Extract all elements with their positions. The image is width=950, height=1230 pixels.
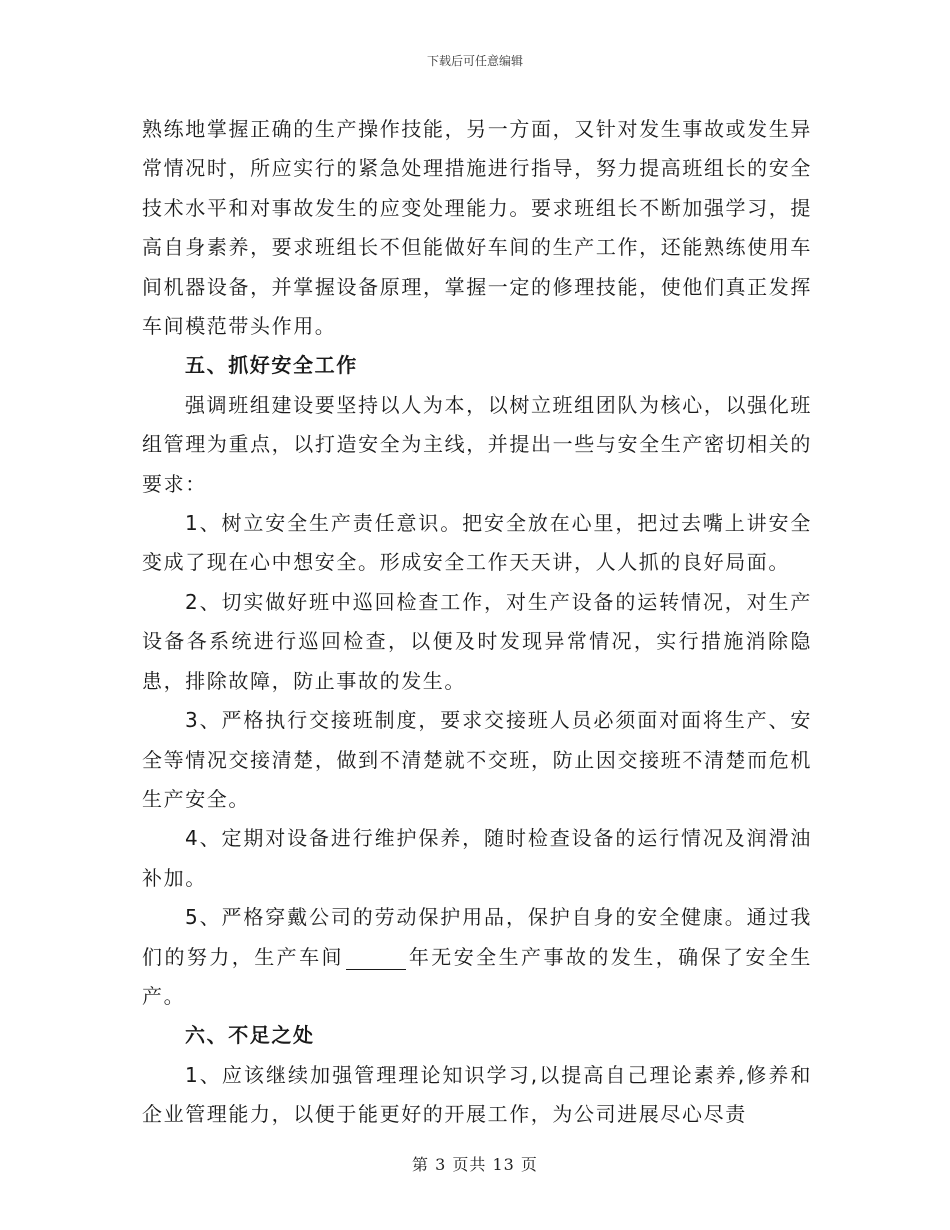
list-item-1: 1、树立安全生产责任意识。把安全放在心里，把过去嘴上讲安全变成了现在心中想安全。形成安全工作天天讲，人人抓的良好局面。 [142,511,812,575]
list-item-4: 4、定期对设备进行维护保养，随时检查设备的运行情况及润滑油补加。 [142,826,812,890]
list-item-5 [142,898,812,1016]
section-heading-5: 五、抓好安全工作 [185,353,358,378]
paragraph-section-5-intro: 强调班组建设要坚持以人为本，以树立班组团队为核心，以强化班组管理为重点，以打造安全为主线，并提出一些与安全生产密切相关的要求： [142,392,812,496]
list-item-5-part-a: 5、严格穿戴公司的劳动保护用品，保护自身的安全健康。通过我们的努力，生产车间 [142,905,812,969]
section-heading-6: 六、不足之处 [185,1023,315,1048]
paragraph-intro: 熟练地掌握正确的生产操作技能，另一方面，又针对发生事故或发生异常情况时，所应实行的紧急处理措施进行指导，努力提高班组长的安全技术水平和对事故发生的应变处理能力。要求班组长不断加强学习，提高自身素养，要求班组长不但能做好车间的生产工作，还能熟练使用车间机器设备，并掌握设备原理，掌握一定的修理技能，使他们真正发挥车间模范带头作用。 [142,117,812,339]
list-item-5-part-b: 年无安全生产事故的发生，确保了安全生产。 [142,944,812,1008]
page-footer: 第 3 页共 13 页 [412,1155,538,1174]
fill-in-blank [346,947,406,970]
page-header: 下载后可任意编辑 [426,54,523,68]
list-item-3: 3、严格执行交接班制度，要求交接班人员必须面对面将生产、安全等情况交接清楚，做到不清楚就不交班，防止因交接班不清楚而危机生产安全。 [142,708,812,811]
list-item-2: 2、切实做好班中巡回检查工作，对生产设备的运转情况，对生产设备各系统进行巡回检查，以便及时发现异常情况，实行措施消除隐患，排除故障，防止事故的发生。 [142,589,812,693]
document-body [142,110,812,1135]
list-item-6-1: 1、应该继续加强管理理论知识学习,以提高自己理论素养,修养和企业管理能力，以便于能更好的开展工作，为公司进展尽心尽责 [142,1062,812,1127]
